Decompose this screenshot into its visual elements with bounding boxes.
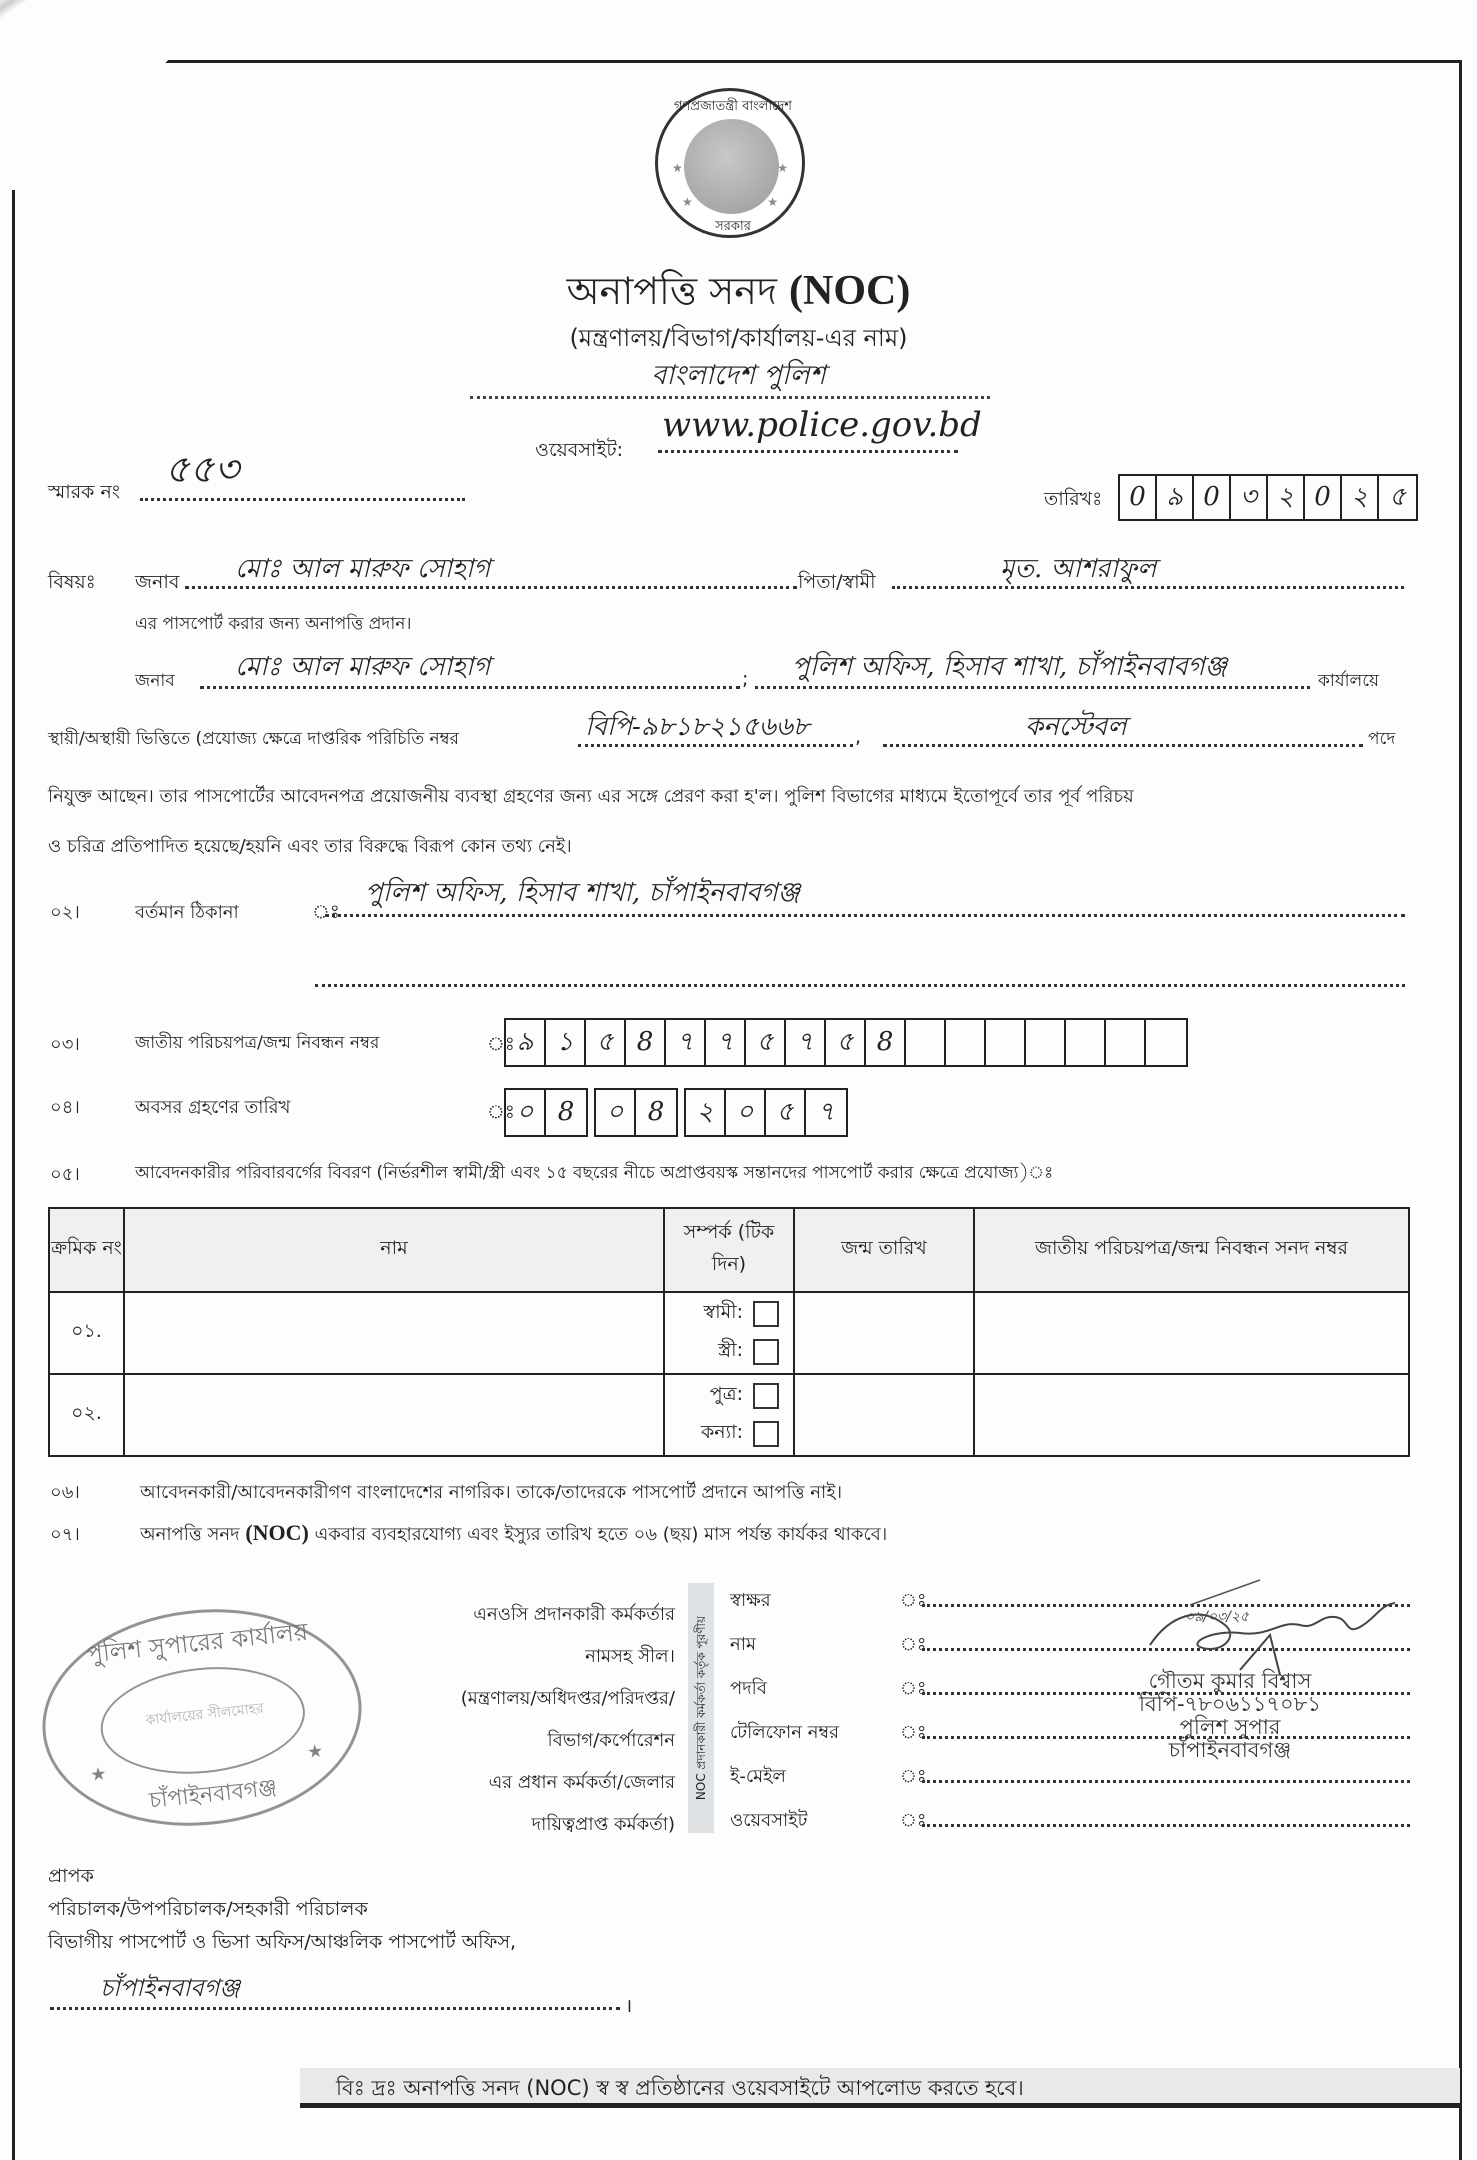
- field-colon: ঃ: [900, 1678, 927, 1699]
- row-name[interactable]: [124, 1374, 664, 1456]
- field-line[interactable]: [922, 1780, 1410, 1783]
- row-relation: [664, 1292, 794, 1374]
- memo-number[interactable]: ৫৫৩: [165, 447, 240, 491]
- family-table: [48, 1207, 1410, 1457]
- star-icon: ★: [767, 195, 778, 209]
- field-colon: ঃ: [900, 1634, 927, 1655]
- validity-noc: (NOC): [245, 1520, 309, 1545]
- address-underline-1: [325, 914, 1405, 917]
- vertical-note: NOC প্রদানকারী কর্মকর্তা কর্তৃক পূরণীয়: [694, 1615, 708, 1801]
- field-label: স্বাক্ষর: [730, 1590, 771, 1611]
- body-office-suffix: কার্যালয়ে: [1318, 671, 1380, 691]
- citizen-text: আবেদনকারী/আবেদনকারীগণ বাংলাদেশের নাগরিক। তাকে/তাদেরকে পাসপোর্ট প্রদানে আপত্তি নাই।: [140, 1482, 843, 1503]
- title-en: (NOC): [789, 268, 911, 314]
- field-colon: ঃ: [900, 1722, 927, 1743]
- body-paragraph-line2: ও চরিত্র প্রতিপাদিত হয়েছে/হয়নি এবং তার বিরুদ্ধে বিরূপ কোন তথ্য নেই।: [48, 836, 572, 857]
- field-label: ই-মেইল: [730, 1766, 786, 1787]
- field-label: পদবি: [730, 1678, 767, 1699]
- government-emblem: [655, 88, 805, 238]
- address-label: বর্তমান ঠিকানা: [135, 902, 239, 923]
- nid-digit: ৫: [826, 1020, 866, 1065]
- date-digit: 0: [1120, 476, 1157, 519]
- recipient-line2: বিভাগীয় পাসপোর্ট ও ভিসা অফিস/আঞ্চলিক পাসপোর্ট অফিস,: [48, 1931, 517, 1953]
- retirement-year-digit: ০: [726, 1090, 766, 1135]
- signatory-description: [380, 1594, 675, 1846]
- retirement-year-digit: ৫: [766, 1090, 806, 1135]
- recipient-district[interactable]: চাঁপাইনবাবগঞ্জ: [100, 1974, 240, 2002]
- date-field[interactable]: [1118, 474, 1418, 521]
- retirement-label: অবসর গ্রহণের তারিখ: [135, 1097, 291, 1118]
- nid-digit: ৫: [746, 1020, 786, 1065]
- recipient-line1: পরিচালক/উপপরিচালক/সহকারী পরিচালক: [48, 1898, 368, 1920]
- designation-underline: [883, 744, 1363, 747]
- basis-text: স্থায়ী/অস্থায়ী ভিত্তিতে (প্রযোজ্য ক্ষেত্রে দাপ্তরিক পরিচিতি নম্বর: [48, 729, 460, 749]
- date-digit: ২: [1268, 476, 1305, 519]
- emblem-bottom-text: সরকার: [715, 219, 751, 234]
- body-separator: ;: [742, 668, 749, 690]
- retirement-month-digit: 8: [647, 1097, 665, 1127]
- validity-text: [140, 1520, 887, 1551]
- field-label: নাম: [730, 1634, 756, 1655]
- header-dob: জন্ম তারিখ: [794, 1208, 974, 1292]
- emblem-top-text: গণপ্রজাতন্ত্রী বাংলাদেশ: [674, 99, 792, 114]
- body-office-underline: [755, 686, 1310, 689]
- retirement-colon: ঃ: [487, 1101, 515, 1123]
- recipient-underline: [50, 2007, 620, 2010]
- header-relation: সম্পর্ক (টিক দিন): [664, 1208, 794, 1292]
- row-serial: ০১.: [49, 1292, 124, 1374]
- field-line[interactable]: [922, 1824, 1410, 1827]
- family-table-header: [49, 1208, 1409, 1292]
- officer-district: চাঁপাইনবাবগঞ্জ: [1168, 1738, 1292, 1762]
- relation-checkbox[interactable]: [753, 1339, 779, 1365]
- row-dob[interactable]: [794, 1374, 974, 1456]
- father-label: পিতা/স্বামী: [798, 571, 876, 593]
- retirement-year-digit: ২: [686, 1090, 726, 1135]
- nid-digit: ৭: [706, 1020, 746, 1065]
- nid-colon: ঃ: [487, 1033, 515, 1055]
- nid-digit: ৯: [506, 1020, 546, 1065]
- nid-digit: [986, 1020, 1026, 1065]
- row-serial: ০২.: [49, 1374, 124, 1456]
- table-row: [49, 1292, 1409, 1374]
- star-icon: ★: [682, 195, 693, 209]
- father-name[interactable]: মৃত. আশরাফুল: [1000, 554, 1157, 584]
- nid-digit: ৫: [586, 1020, 626, 1065]
- nid-digit: [946, 1020, 986, 1065]
- signatory-line: বিভাগ/কর্পোরেশন: [547, 1730, 675, 1751]
- seal-middle-text: কার্যালয়ের সীলমোহর: [144, 1700, 265, 1729]
- retirement-month[interactable]: [594, 1088, 678, 1137]
- nid-digit: 8: [626, 1020, 666, 1065]
- title-bn: অনাপত্তি সনদ: [566, 269, 777, 313]
- designation[interactable]: কনস্টেবল: [1025, 712, 1127, 742]
- address-colon: ঃ: [312, 901, 340, 923]
- subject-label: বিষয়ঃ: [48, 571, 96, 593]
- nid-digit: [1026, 1020, 1066, 1065]
- address-underline-2[interactable]: [315, 984, 1405, 987]
- memo-underline: [140, 498, 465, 501]
- official-id-underline: [578, 744, 853, 747]
- relation-checkbox[interactable]: [753, 1383, 779, 1409]
- memo-label: স্মারক নং: [48, 481, 121, 503]
- footnote-bar: [300, 2068, 1460, 2108]
- retirement-day[interactable]: [504, 1088, 588, 1137]
- recipient-block: [48, 1860, 516, 1959]
- validity-text-post: একবার ব্যবহারযোগ্য এবং ইস্যুর তারিখ হতে ০৬ (ছয়) মাস পর্যন্ত কার্যকর থাকবে।: [308, 1524, 888, 1545]
- body-office[interactable]: পুলিশ অফিস, হিসাব শাখা, চাঁপাইনবাবগঞ্জ: [792, 652, 1227, 682]
- nid-digit: ৭: [786, 1020, 826, 1065]
- retirement-year-digit: ৭: [817, 1097, 835, 1127]
- website-label: ওয়েবসাইট:: [535, 439, 624, 461]
- nid-digit: [1146, 1020, 1186, 1065]
- nid-digit: [1106, 1020, 1146, 1065]
- officer-id: বিপি-৭৮০৬১১৭০৮১: [1139, 1692, 1321, 1716]
- nid-field[interactable]: [504, 1018, 1188, 1067]
- body-mr-label: জনাব: [135, 671, 175, 691]
- header-name: নাম: [124, 1208, 664, 1292]
- star-icon: ★: [89, 1763, 108, 1786]
- row-name[interactable]: [124, 1292, 664, 1374]
- signatory-line: এর প্রধান কর্মকর্তা/জেলার: [488, 1772, 675, 1793]
- nid-digit: 8: [866, 1020, 906, 1065]
- subject-name-underline: [185, 586, 797, 589]
- emblem-center: [684, 119, 779, 214]
- date-digit: ২: [1342, 476, 1379, 519]
- field-email: [730, 1762, 1410, 1806]
- official-id-comma: ,: [855, 726, 862, 748]
- relation-label: স্বামী:: [703, 1301, 743, 1323]
- father-name-underline: [892, 586, 1404, 589]
- body-name-underline: [200, 686, 740, 689]
- signatory-line: এনওসি প্রদানকারী কর্মকর্তার: [473, 1604, 675, 1625]
- retirement-number: ০৪।: [50, 1097, 80, 1118]
- website-underline: [658, 450, 958, 453]
- nid-digit: ৭: [666, 1020, 706, 1065]
- nid-digit: [1066, 1020, 1106, 1065]
- seal-bottom-text: চাঁপাইনবাবগঞ্জ: [148, 1775, 279, 1814]
- relation-label: পুত্র:: [709, 1383, 743, 1405]
- citizen-number: ০৬।: [50, 1482, 80, 1503]
- organization-underline: [470, 396, 990, 399]
- officer-seal: [1050, 1670, 1410, 1762]
- family-label: আবেদনকারীর পরিবারবর্গের বিবরণ (নির্ভরশীল স্বামী/স্ত্রী এবং ১৫ বছরের নীচে অপ্রাপ্তবয়স্ক সন্তানদের পাসপোর্ট করার ক্ষেত্রে প্রযোজ্য)ঃ: [135, 1163, 1054, 1183]
- body-name[interactable]: মোঃ আল মারুফ সোহাগ: [235, 652, 491, 682]
- footnote-text: বিঃ দ্রঃ অনাপত্তি সনদ (NOC) স্ব স্ব প্রতিষ্ঠানের ওয়েবসাইটে আপলোড করতে হবে।: [336, 2076, 1024, 2100]
- address-value[interactable]: পুলিশ অফিস, হিসাব শাখা, চাঁপাইনবাবগঞ্জ: [365, 878, 800, 908]
- relation-label: স্ত্রী:: [718, 1339, 743, 1361]
- retirement-year[interactable]: [684, 1088, 848, 1137]
- signature-date: ০৯/০৩/২৫: [1185, 1609, 1250, 1625]
- website-value[interactable]: www.police.gov.bd: [662, 405, 982, 445]
- family-number: ০৫।: [50, 1164, 80, 1185]
- field-colon: ঃ: [900, 1810, 927, 1831]
- field-colon: ঃ: [900, 1766, 927, 1787]
- date-label: তারিখঃ: [1044, 488, 1103, 510]
- relation-checkbox[interactable]: [753, 1301, 779, 1327]
- table-row: [49, 1374, 1409, 1456]
- validity-text-pre: অনাপত্তি সনদ: [140, 1524, 246, 1545]
- recipient-end: ।: [625, 1995, 633, 2017]
- field-label: টেলিফোন নম্বর: [730, 1722, 839, 1743]
- official-id[interactable]: বিপি-৯৮১৮২১৫৬৬৮: [585, 712, 810, 742]
- nid-digit: ১: [546, 1020, 586, 1065]
- subject-mr-label: জনাব: [135, 571, 180, 593]
- seal-top-text: পুলিশ সুপারের কার্যালয়: [85, 1617, 310, 1669]
- retirement-day-digit: ০: [506, 1090, 546, 1135]
- officer-name: গৌতম কুমার বিশ্বাস: [1148, 1669, 1312, 1693]
- officer-designation: পুলিশ সুপার: [1179, 1715, 1281, 1739]
- row-nid[interactable]: [974, 1292, 1409, 1374]
- relation-label: কন্যা:: [700, 1421, 743, 1443]
- retirement-month-digit: ০: [596, 1090, 636, 1135]
- retirement-day-digit: 8: [557, 1097, 575, 1127]
- nid-digit: [906, 1020, 946, 1065]
- date-digit: 0: [1194, 476, 1231, 519]
- signatory-line: নামসহ সীল।: [585, 1646, 675, 1667]
- subject-purpose: এর পাসপোর্ট করার জন্য অনাপত্তি প্রদান।: [135, 614, 412, 634]
- star-icon: ★: [777, 161, 788, 175]
- row-dob[interactable]: [794, 1292, 974, 1374]
- star-icon: ★: [672, 161, 683, 175]
- row-relation: [664, 1374, 794, 1456]
- header-serial: ক্রমিক নং: [49, 1208, 124, 1292]
- document-subtitle: (মন্ত্রণালয়/বিভাগ/কার্যালয়-এর নাম): [569, 324, 908, 352]
- organization-name: বাংলাদেশ পুলিশ: [651, 360, 826, 391]
- validity-number: ০৭।: [50, 1524, 80, 1545]
- signatory-line: দায়িত্বপ্রাপ্ত কর্মকর্তা): [531, 1814, 675, 1835]
- header-nid: জাতীয় পরিচয়পত্র/জন্ম নিবন্ধন সনদ নম্বর: [974, 1208, 1409, 1292]
- row-nid[interactable]: [974, 1374, 1409, 1456]
- recipient-label: প্রাপক: [48, 1865, 94, 1887]
- date-digit: 0: [1305, 476, 1342, 519]
- date-digit: ৩: [1231, 476, 1268, 519]
- star-icon: ★: [306, 1740, 325, 1764]
- field-label: ওয়েবসাইট: [730, 1810, 808, 1831]
- document-title: [0, 262, 1477, 326]
- body-paragraph-line1: নিযুক্ত আছেন। তার পাসপোর্টের আবেদনপত্র প্রয়োজনীয় ব্যবস্থা গ্রহণের জন্য এর সঙ্গে প্রেরণ করা হ'ল। পুলিশ বিভাগের মাধ্যমে ইতোপূর্বে তার পূর্ব পরিচয়: [48, 786, 1134, 807]
- relation-checkbox[interactable]: [753, 1421, 779, 1447]
- field-colon: ঃ: [900, 1590, 927, 1611]
- address-number: ০২।: [50, 902, 80, 923]
- nid-number: ০৩।: [50, 1034, 80, 1055]
- field-website: [730, 1806, 1410, 1850]
- subject-name[interactable]: মোঃ আল মারুফ সোহাগ: [235, 554, 491, 584]
- date-digit: ৫: [1389, 482, 1406, 512]
- designation-suffix: পদে: [1368, 729, 1396, 749]
- nid-label: জাতীয় পরিচয়পত্র/জন্ম নিবন্ধন নম্বর: [135, 1033, 380, 1053]
- date-digit: ৯: [1157, 476, 1194, 519]
- signatory-line: (মন্ত্রণালয়/অধিদপ্তর/পরিদপ্তর/: [460, 1688, 675, 1709]
- folded-corner: [0, 0, 190, 190]
